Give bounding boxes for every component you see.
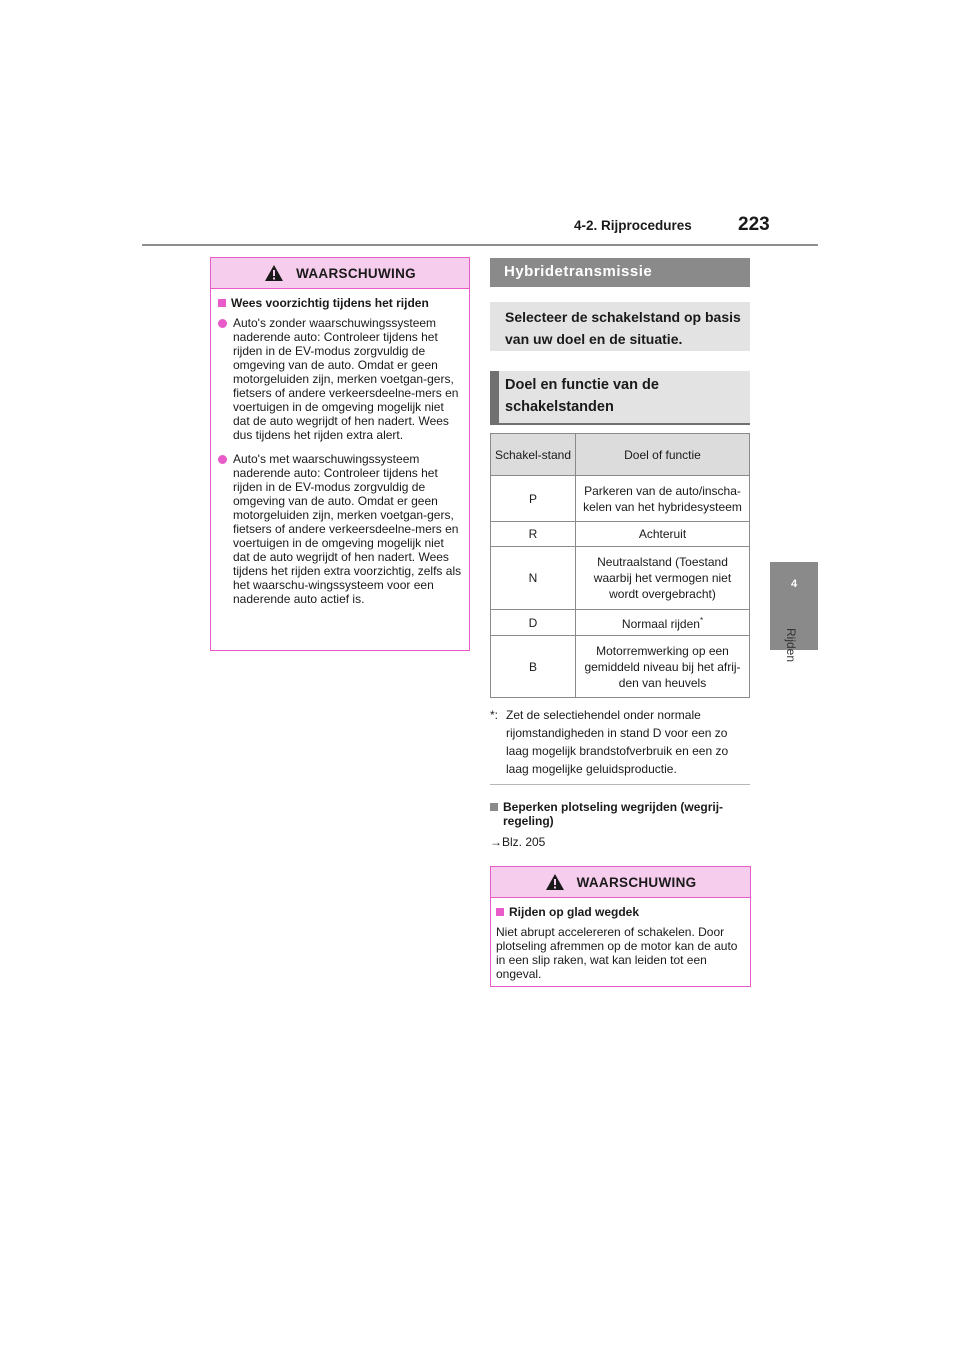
table-cell-function: Motorremwerking op een gemiddeld niveau bij het afrij-den van heuvels (576, 636, 750, 698)
warning-header (491, 867, 750, 898)
warning-bullet-text: Auto's met waarschuwingssysteem naderende auto: Controleer tijdens het rijden in de EV-modus zorgvuldig de omgeving van de auto. Omdat er geen motorgeluiden zijn, merken voetgan-gers, fietsers of andere verkeersdeelne-mers en voertuigen in de omgeving mogelijk niet dat de auto wegrijdt of hen nadert. Wees tijdens het rijden extra voorzichtig, zelfs als het waarschu-wingssysteem voor een naderende auto actief is. (233, 452, 462, 606)
warning-triangle-icon (545, 873, 565, 891)
table-cell-position: B (491, 636, 576, 698)
table-cell-position: R (491, 522, 576, 547)
table-row (491, 476, 750, 522)
purpose-subheader-text: Doel en functie van de schakelstanden (505, 377, 659, 415)
warning-triangle-icon (264, 264, 284, 282)
shift-position-table (490, 433, 750, 698)
warning-subheading-text: Rijden op glad wegdek (509, 905, 640, 919)
intro-box (490, 302, 750, 351)
table-cell-function: Neutraalstand (Toestand waarbij het vermogen niet wordt overgebracht) (576, 547, 750, 610)
square-bullet-icon (218, 299, 226, 307)
footnote-text: Zet de selectiehendel onder normale rijomstandigheden in stand D voor een zo laag mogelijk brandstofverbruik en een zo laag mogelijke geluidsproductie. (506, 708, 729, 776)
warning-bullet (218, 452, 463, 606)
intro-text: Selecteer de schakelstand op basis van uw doel en de situatie. (505, 309, 741, 347)
footnote-marker: * (699, 616, 704, 625)
table-header-position: Schakel-stand (491, 434, 576, 476)
section-title: 4-2. Rijprocedures (574, 218, 692, 233)
warning-box-slippery-road (490, 866, 751, 987)
hybrid-transmission-header (490, 258, 750, 287)
purpose-accent-bar (490, 371, 499, 425)
table-header-function: Doel of functie (576, 434, 750, 476)
table-header-row (491, 434, 750, 476)
chapter-tab-number: 4 (790, 578, 798, 590)
table-footnote (490, 706, 752, 778)
hybrid-transmission-title: Hybridetransmissie (504, 263, 653, 280)
warning-subheading (218, 296, 463, 310)
warning-title: WAARSCHUWING (296, 265, 416, 281)
warning-header (211, 258, 469, 289)
header-divider (142, 244, 818, 246)
warning-subheading-text: Wees voorzichtig tijdens het rijden (231, 296, 429, 310)
page-reference: →Blz. 205 (490, 835, 546, 849)
table-cell-position: D (491, 610, 576, 636)
warning-bullet (218, 316, 463, 442)
warning-title: WAARSCHUWING (576, 874, 697, 890)
table-row (491, 522, 750, 547)
circle-bullet-icon (218, 319, 227, 328)
table-cell-function: Parkeren van de auto/inscha-kelen van het hybridesysteem (576, 476, 750, 522)
start-limit-heading (490, 800, 752, 828)
warning-box-driving (210, 257, 470, 651)
table-cell-function-text: Normaal rijden (621, 617, 700, 631)
chapter-label (780, 628, 808, 668)
page-number: 223 (738, 214, 770, 235)
table-cell-position: P (491, 476, 576, 522)
start-limit-heading-text: Beperken plotseling wegrijden (wegrij-regeling) (503, 800, 724, 828)
footnote-divider (490, 784, 750, 785)
warning-text: Niet abrupt accelereren of schakelen. Door plotseling afremmen op de motor kan de auto in een slip raken, wat kan leiden tot een ongeval. (496, 925, 738, 981)
table-row (491, 636, 750, 698)
chapter-label-text: Rijden (784, 628, 798, 663)
table-cell-function (576, 610, 750, 636)
circle-bullet-icon (218, 455, 227, 464)
purpose-subheader (490, 371, 750, 425)
table-row (491, 547, 750, 610)
square-bullet-icon (496, 908, 504, 916)
table-row (491, 610, 750, 636)
table-cell-function: Achteruit (576, 522, 750, 547)
warning-bullet-text: Auto's zonder waarschuwingssysteem naderende auto: Controleer tijdens het rijden in de EV-modus zorgvuldig de omgeving van de auto. Omdat er geen motorgeluiden zijn, merken voetgan-gers, fietsers of andere verkeersdeelne-mers en voertuigen in de omgeving mogelijk niet dat de auto wegrijdt of hen nadert. Wees dus tijdens het rijden extra alert. (233, 316, 459, 442)
footnote-mark: *: (490, 708, 499, 722)
square-bullet-icon (490, 803, 498, 811)
warning-subheading (496, 905, 744, 919)
table-cell-position: N (491, 547, 576, 610)
